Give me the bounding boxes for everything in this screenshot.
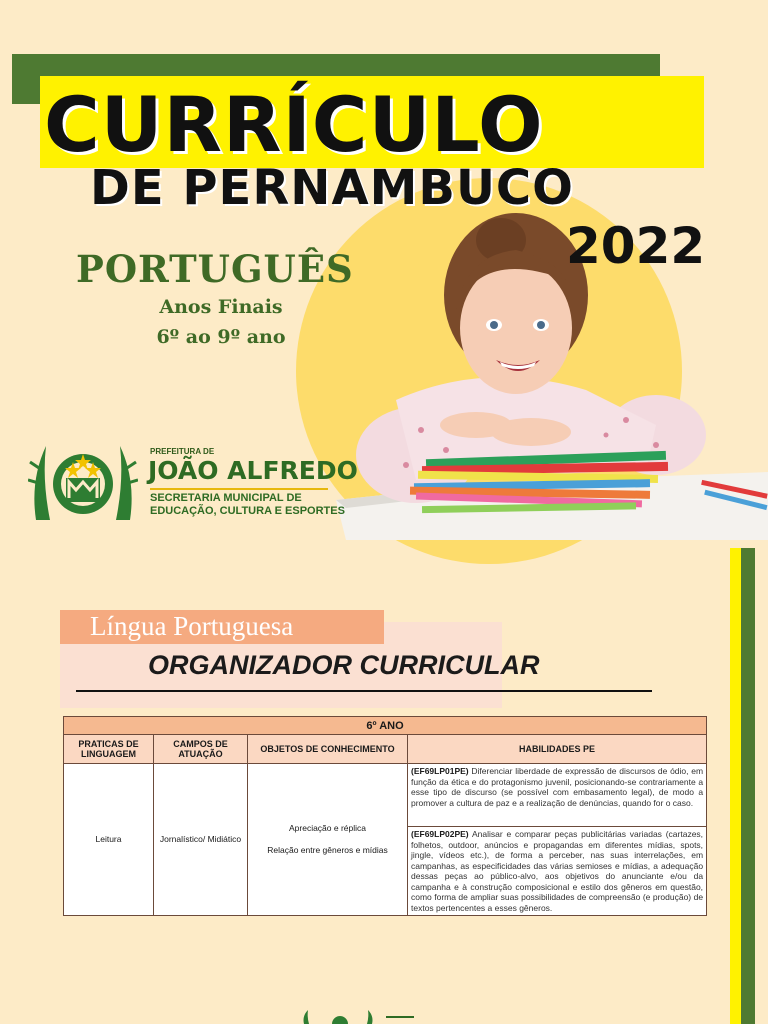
- right-green-stripe: [741, 548, 755, 1024]
- cell-habilidade: [408, 764, 707, 827]
- grades-label: 6º ao 9º ano: [156, 326, 286, 348]
- cell-habilidade: [408, 827, 707, 916]
- cell-campo: Jornalístico/ Midiático: [154, 764, 248, 916]
- cover-title-line2: DE PERNAMBUCO: [90, 160, 574, 216]
- curriculum-table: [63, 716, 707, 916]
- cover-title-line1: CURRÍCULO: [44, 80, 544, 169]
- habilidade-text: Diferenciar liberdade de expressão de discursos de ódio, em função da ética e do protagonismo juvenil, posicionando-se contrariamente a esse tipo de discurso (se possível com embasamento legal), de modo a promover a cultura de paz e a realização de denúncias, quando for o caso.: [411, 766, 704, 808]
- column-header-campos: CAMPOS DE ATUAÇÃO: [154, 735, 248, 764]
- city-emblem-icon: [28, 440, 138, 522]
- table-year-header: 6º ANO: [64, 717, 707, 735]
- column-header-objetos: OBJETOS DE CONHECIMENTO: [248, 735, 408, 764]
- cover-year: 2022: [566, 217, 706, 275]
- cell-pratica: Leitura: [64, 764, 154, 916]
- table-row: [64, 764, 707, 827]
- subject-title: PORTUGUÊS: [76, 247, 354, 291]
- cell-objetos: [248, 764, 408, 916]
- objeto-item: Apreciação e réplica: [288, 823, 366, 833]
- logo-secretariat-line2: EDUCAÇÃO, CULTURA E ESPORTES: [150, 505, 345, 517]
- right-yellow-stripe: [730, 548, 741, 1024]
- organizer-title-underline: [76, 690, 652, 692]
- column-header-habilidades: HABILIDADES PE: [408, 735, 707, 764]
- logo-city-name: JOÃO ALFREDO: [148, 456, 358, 485]
- column-header-praticas: PRATICAS DE LINGUAGEM: [64, 735, 154, 764]
- logo-divider: [150, 488, 328, 490]
- habilidade-code: (EF69LP02PE): [411, 829, 469, 839]
- habilidade-text: Analisar e comparar peças publicitárias variadas (cartazes, folhetos, outdoor, anúncios e propagandas em diferentes mídias, spots, jingle, vídeos etc.), de forma a perceber, nas suas interrelações, em campanhas, as especificidades das várias semioses e mídias, a adequação dessas peças ao público-alvo, aos objetivos do anunciante e/ou da campanha e à construção composicional e estilo dos gêneros em questão, como forma de ampliar suas possibilidades de compreensão (e produção) de textos pertencentes a esses gêneros.: [411, 829, 704, 913]
- organizer-title: ORGANIZADOR CURRICULAR: [148, 650, 540, 680]
- curriculum-table-container: [63, 716, 706, 916]
- language-label: Língua Portuguesa: [90, 611, 294, 641]
- logo-secretariat: [150, 492, 350, 518]
- logo-secretariat-line1: SECRETARIA MUNICIPAL DE: [150, 492, 302, 504]
- stage-label: Anos Finais: [159, 296, 283, 318]
- footer-emblem-icon: [300, 1010, 420, 1024]
- objeto-item: Relação entre gêneros e mídias: [267, 845, 388, 855]
- logo-prefix: PREFEITURA DE: [150, 447, 215, 456]
- habilidade-code: (EF69LP01PE): [411, 766, 469, 776]
